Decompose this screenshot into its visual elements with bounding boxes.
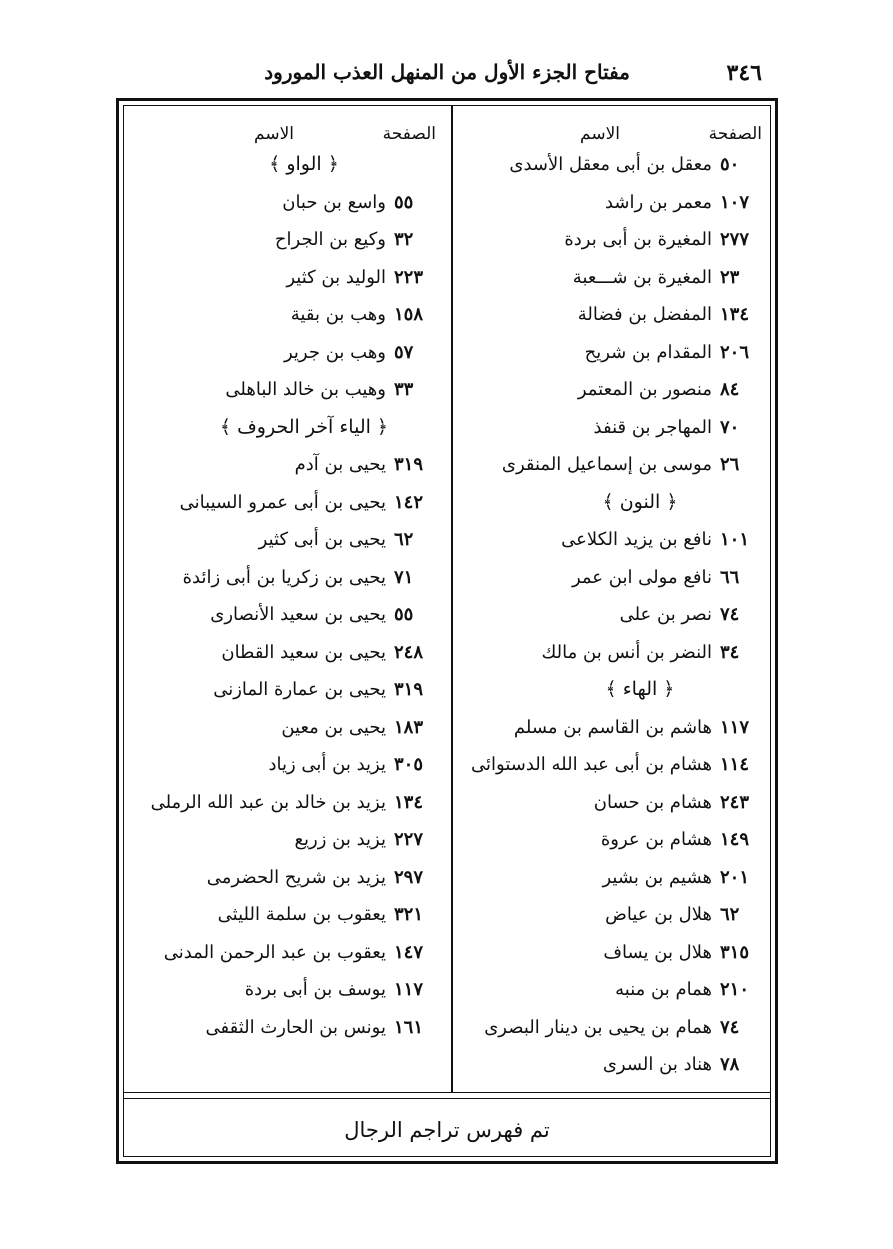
entry-name: يحيى بن زكريا بن أبى زائدة (182, 566, 386, 588)
entry-page-number: ٣٢١ (394, 904, 424, 925)
entry-page-number: ٥٥ (394, 604, 414, 625)
column-header-page: الصفحة (708, 124, 762, 144)
entry-name: المقدام بن شريح (584, 341, 712, 363)
index-column-left (124, 106, 444, 1046)
entry-page-number: ٥٧ (394, 341, 414, 363)
entry-page-number: ٧٤ (720, 1016, 740, 1038)
entry-page-number: ٢٤٨ (394, 641, 424, 663)
entry-name: نافع مولى ابن عمر (571, 566, 712, 588)
entry-name: نصر بن على (619, 604, 712, 625)
index-entry (450, 409, 770, 447)
index-entry (124, 634, 444, 672)
section-heading: ﴿ النون ﴾ (602, 490, 678, 513)
entry-name: يحيى بن آدم (294, 454, 386, 475)
index-entry (124, 259, 444, 297)
entry-page-number: ٧٠ (720, 416, 740, 438)
entry-page-number: ٢٢٣ (394, 266, 424, 288)
index-entry (124, 671, 444, 709)
index-entry (450, 971, 770, 1009)
entry-name: المغيرة بن شـــعبة (572, 266, 712, 288)
entry-page-number: ٢٠١ (720, 866, 750, 888)
index-entry (450, 446, 770, 484)
index-entry (450, 634, 770, 672)
entry-page-number: ١٤٩ (720, 829, 750, 850)
index-entry (450, 521, 770, 559)
entry-page-number: ١٣٤ (720, 304, 750, 325)
entry-page-number: ٢٤٣ (720, 791, 750, 813)
entry-name: يحيى بن سعيد القطان (221, 641, 386, 663)
index-entry (124, 221, 444, 259)
index-frame-inner (123, 105, 771, 1157)
entry-page-number: ٧٤ (720, 604, 740, 625)
footer-rule (124, 1092, 770, 1093)
index-entry (450, 184, 770, 222)
entry-page-number: ٢٣ (720, 266, 740, 288)
page-number: ٣٤٦ (726, 60, 762, 86)
entry-page-number: ١٠٧ (720, 191, 750, 213)
entry-name: وكيع بن الجراح (274, 229, 386, 250)
entry-name: يحيى بن أبى عمرو السيبانى (179, 491, 386, 513)
index-entry (124, 334, 444, 372)
entry-name: معقل بن أبى معقل الأسدى (509, 154, 712, 175)
entry-page-number: ٧١ (394, 566, 414, 588)
entry-page-number: ١١٤ (720, 754, 750, 775)
index-column-right (450, 106, 770, 1084)
page-header (120, 58, 780, 92)
entry-page-number: ٣١٩ (394, 454, 424, 475)
index-frame (116, 98, 778, 1164)
entry-page-number: ٢١٠ (720, 979, 750, 1000)
entry-page-number: ١١٧ (720, 716, 750, 738)
entry-page-number: ٢٦ (720, 454, 740, 475)
section-heading: ﴿ الياء آخر الحروف ﴾ (219, 415, 389, 438)
index-entry (450, 559, 770, 597)
column-header-name: الاسم (580, 124, 620, 144)
entry-page-number: ٣٢ (394, 229, 414, 250)
entry-name: هاشم بن القاسم بن مسلم (513, 716, 712, 738)
index-entry (450, 221, 770, 259)
column-header (450, 106, 770, 146)
entry-name: منصور بن المعتمر (577, 379, 712, 400)
index-entry (450, 371, 770, 409)
index-entry (124, 821, 444, 859)
entry-name: يزيد بن شريح الحضرمى (206, 866, 386, 888)
index-entry (450, 784, 770, 822)
entry-name: هشام بن أبى عبد الله الدستوائى (471, 754, 712, 775)
closing-note: تم فهرس تراجم الرجال (344, 1118, 550, 1142)
index-entry (124, 859, 444, 897)
entry-page-number: ٢٩٧ (394, 866, 424, 888)
section-heading: ﴿ الواو ﴾ (269, 153, 339, 175)
entry-name: يحيى بن سعيد الأنصارى (210, 604, 386, 625)
index-entry (450, 296, 770, 334)
index-entry (450, 146, 770, 184)
index-entry (450, 334, 770, 372)
entry-page-number: ٣٠٥ (394, 754, 424, 775)
entry-name: هشام بن حسان (593, 791, 712, 813)
entry-name: يزيد بن خالد بن عبد الله الرملى (150, 791, 386, 813)
index-entry (450, 821, 770, 859)
entry-name: المغيرة بن أبى بردة (564, 229, 712, 250)
entry-page-number: ١٦١ (394, 1016, 424, 1038)
entry-name: المفضل بن فضالة (577, 304, 712, 325)
entry-name: هلال بن عياض (605, 904, 712, 925)
index-entry (450, 1046, 770, 1084)
entry-name: يحيى بن معين (281, 716, 386, 738)
entry-name: يوسف بن أبى بردة (244, 979, 386, 1000)
column-header (124, 106, 444, 146)
index-entry (124, 596, 444, 634)
entry-name: يعقوب بن عبد الرحمن المدنى (163, 941, 386, 963)
entry-page-number: ٦٢ (720, 904, 740, 925)
index-entry (124, 971, 444, 1009)
entry-name: هناد بن السرى (602, 1054, 712, 1075)
entry-page-number: ٣١٩ (394, 679, 424, 700)
column-header-page: الصفحة (382, 124, 436, 144)
entry-page-number: ٦٦ (720, 566, 740, 588)
entry-name: واسع بن حبان (282, 191, 386, 213)
entry-name: الوليد بن كثير (286, 266, 386, 288)
index-entry (450, 859, 770, 897)
index-entry (124, 184, 444, 222)
entry-name: وهب بن بقية (290, 304, 386, 325)
entry-name: يزيد بن زريع (294, 829, 386, 850)
entry-name: يونس بن الحارث الثقفى (205, 1016, 386, 1038)
entry-name: وهب بن جرير (283, 341, 386, 363)
entry-page-number: ٨٤ (720, 379, 740, 400)
index-entry (124, 521, 444, 559)
index-entry (124, 296, 444, 334)
index-entry (124, 934, 444, 972)
entry-page-number: ٦٢ (394, 529, 414, 550)
entry-page-number: ١٥٨ (394, 304, 424, 325)
index-entry (450, 934, 770, 972)
index-entry (124, 484, 444, 522)
index-entry (450, 259, 770, 297)
running-title: مفتاح الجزء الأول من المنهل العذب المورود (264, 60, 630, 84)
footer-rule (124, 1098, 770, 1099)
entry-name: يزيد بن أبى زياد (268, 754, 386, 775)
entry-name: المهاجر بن قنفذ (593, 416, 712, 438)
entry-page-number: ٥٠ (720, 154, 740, 175)
entry-page-number: ٣٣ (394, 379, 414, 400)
entry-page-number: ١٤٢ (394, 491, 424, 513)
index-entry (450, 1009, 770, 1047)
index-entry (450, 746, 770, 784)
entry-page-number: ٥٥ (394, 191, 414, 213)
entry-page-number: ٢٢٧ (394, 829, 424, 850)
index-entry (124, 896, 444, 934)
index-entry (124, 371, 444, 409)
index-entry (450, 709, 770, 747)
index-entry (124, 746, 444, 784)
index-entry (124, 446, 444, 484)
entry-page-number: ١٠١ (720, 529, 750, 550)
entry-name: يعقوب بن سلمة الليثى (217, 904, 386, 925)
entry-name: معمر بن راشد (604, 191, 712, 213)
index-entry (124, 1009, 444, 1047)
entry-page-number: ٢٠٦ (720, 341, 750, 363)
entry-page-number: ١٤٧ (394, 941, 424, 963)
entry-page-number: ٣١٥ (720, 941, 750, 963)
entry-name: يحيى بن عمارة المازنى (213, 679, 386, 700)
entry-page-number: ١١٧ (394, 979, 424, 1000)
entry-name: موسى بن إسماعيل المنقرى (501, 454, 712, 475)
entry-name: هشيم بن بشير (602, 866, 712, 888)
entry-page-number: ٢٧٧ (720, 229, 750, 250)
entry-name: همام بن منبه (615, 979, 712, 1000)
entry-name: همام بن يحيى بن دينار البصرى (484, 1016, 712, 1038)
entry-page-number: ٧٨ (720, 1054, 740, 1075)
index-entry (124, 559, 444, 597)
index-entry (450, 896, 770, 934)
entry-name: نافع بن يزيد الكلاعى (561, 529, 712, 550)
entry-name: هشام بن عروة (600, 829, 712, 850)
entry-page-number: ٣٤ (720, 641, 740, 663)
index-entry (124, 784, 444, 822)
column-header-name: الاسم (254, 124, 294, 144)
entry-name: وهيب بن خالد الباهلى (225, 379, 386, 400)
index-entry (124, 709, 444, 747)
section-heading: ﴿ الهاء ﴾ (605, 678, 675, 700)
entry-name: النضر بن أنس بن مالك (541, 641, 712, 663)
index-entry (450, 596, 770, 634)
entry-page-number: ١٣٤ (394, 791, 424, 813)
entry-name: هلال بن يساف (603, 941, 712, 963)
entry-page-number: ١٨٣ (394, 716, 424, 738)
entry-name: يحيى بن أبى كثير (258, 529, 386, 550)
